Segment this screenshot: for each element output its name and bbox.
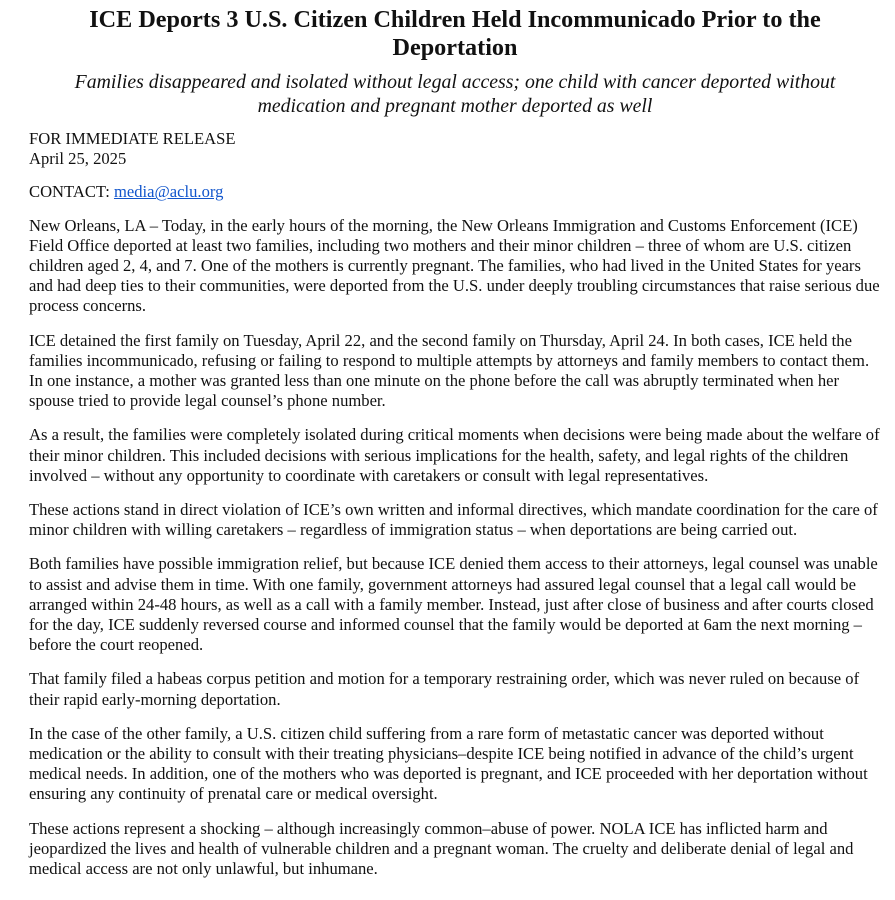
body-paragraph: That family filed a habeas corpus petition and motion for a temporary restraining order, which was never ruled on because of their rapid early-morning deportation. [29,669,860,709]
body-paragraph: As a result, the families were completely isolated during critical moments when decisions were being made about the welfare of their minor children. This included decisions with serious implications for the health, safety, and legal rights of the children involved – without any opportunity to coordinate with caretakers or consult with legal representatives. [29,425,880,485]
body-paragraph: New Orleans, LA – Today, in the early hours of the morning, the New Orleans Immigration and Customs Enforcement (ICE) Field Office deported at least two families, including two mothers and their minor children – three of whom are U.S. citizen children aged 2, 4, and 7. One of the mothers is currently pregnant. The families, who had lived in the United States for years and had deep ties to their communities, were deported from the U.S. under deeply troubling circumstances that raise serious due process concerns. [29,215,880,316]
release-date: April 25, 2025 [29,149,127,169]
body-paragraph: In the case of the other family, a U.S. citizen child suffering from a rare form of metastatic cancer was deported without medication or the ability to consult with their treating physicians–despite ICE being notified in advance of the child’s urgent medical needs. In addition, one of the mothers who was deported is pregnant, and ICE proceeded with her deportation without ensuring any continuity of prenatal care or medical oversight. [29,723,868,804]
contact-label: CONTACT: [29,182,114,202]
release-block [29,129,881,169]
body-paragraph: These actions stand in direct violation of ICE’s own written and informal directives, which mandate coordination for the care of minor children with willing caretakers – regardless of immigration status – when deportations are being carried out. [29,500,878,540]
page-subtitle: Families disappeared and isolated without legal access; one child with cancer deported without medication and pregnant mother deported as well [74,71,836,117]
release-label: FOR IMMEDIATE RELEASE [29,129,236,148]
contact-line [29,182,881,202]
page-title: ICE Deports 3 U.S. Citizen Children Held Incommunicado Prior to the Deportation [89,6,821,61]
body-paragraph: ICE detained the first family on Tuesday, April 22, and the second family on Thursday, April 24. In both cases, ICE held the families incommunicado, refusing or failing to respond to multiple attempts by attorneys and family members to contact them. In one instance, a mother was granted less than one minute on the phone before the call was abruptly terminated when her spouse tried to provide legal counsel’s phone number. [29,330,870,411]
body-paragraph: These actions represent a shocking – although increasingly common–abuse of power. NOLA ICE has inflicted harm and jeopardized the lives and health of vulnerable children and a pregnant woman. The cruelty and deliberate denial of legal and medical access are not only unlawful, but inhumane. [29,818,854,879]
body-paragraph: Both families have possible immigration relief, but because ICE denied them access to their attorneys, legal counsel was unable to assist and advise them in time. With one family, government attorneys had assured legal counsel that a legal call would be arranged within 24-48 hours, as well as a call with a family member. Instead, just after close of business and after courts closed for the day, ICE suddenly reversed course and informed counsel that the family would be deported at 6am the next morning – before the court reopened. [29,554,878,655]
contact-email-link[interactable]: media@aclu.org [113,182,224,202]
